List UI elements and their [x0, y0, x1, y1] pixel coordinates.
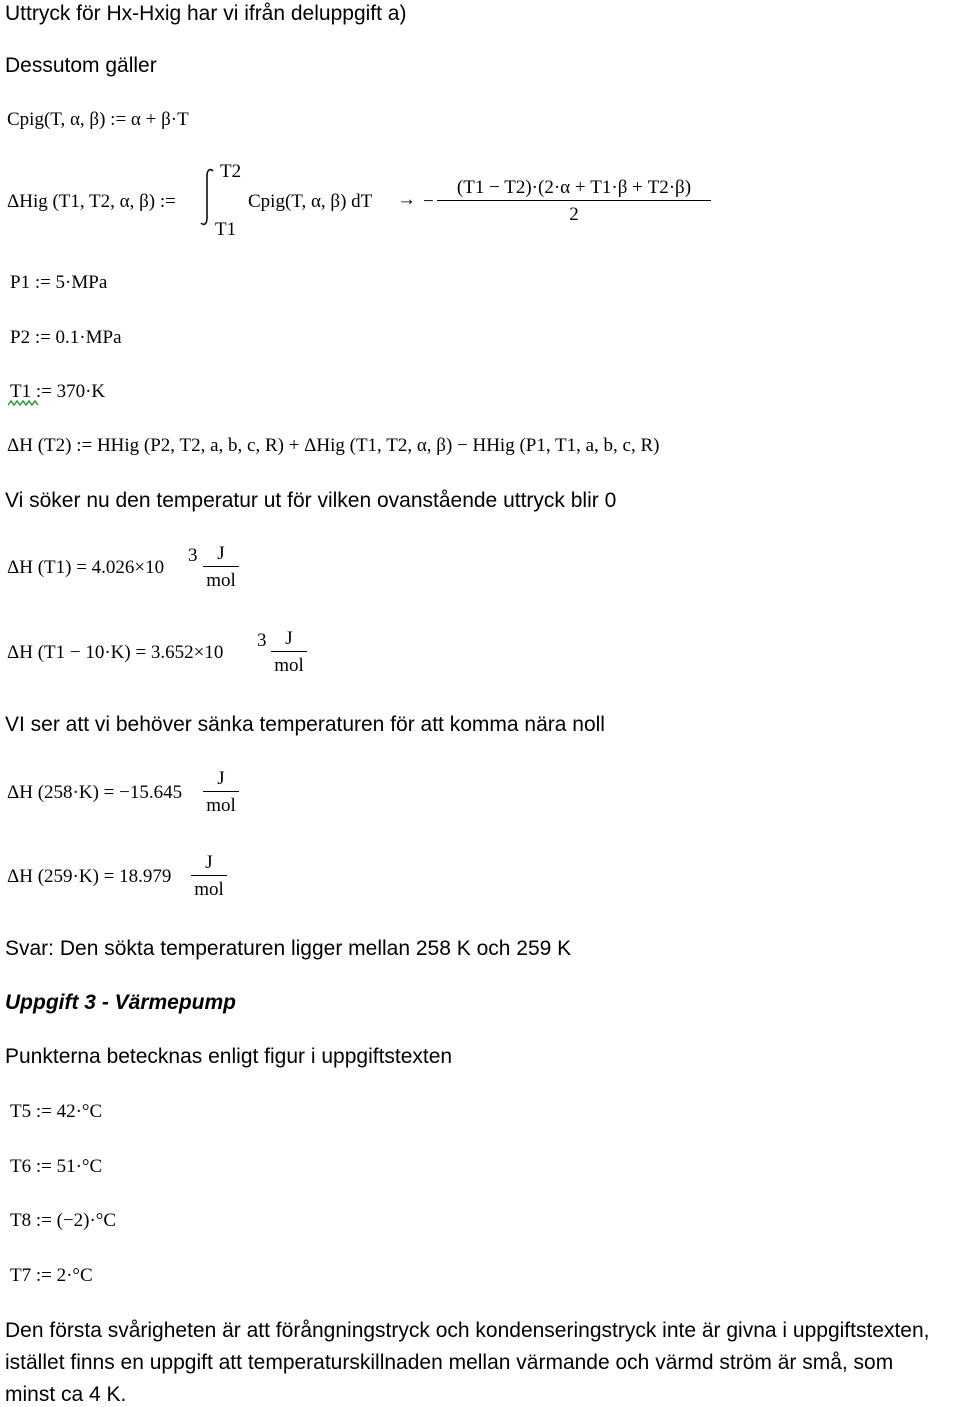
minus-sign: − — [423, 191, 434, 212]
t8-definition: T8 := (−2)·°C — [10, 1210, 117, 1231]
unit-denominator: mol — [274, 655, 304, 676]
search-text: Vi söker nu den temperatur ut för vilken ovanstående uttryck blir 0 — [5, 489, 617, 512]
dhig-result-denominator: 2 — [569, 204, 579, 225]
p1-definition: P1 := 5·MPa — [10, 272, 108, 293]
result-dh-t1-exponent: 3 — [188, 545, 198, 566]
lower-temp-text: VI ser att vi behöver sänka temperaturen för att komma nära noll — [5, 713, 605, 736]
intro-text: Uttryck för Hx-Hxig har vi ifrån deluppgift a) — [5, 2, 407, 25]
difficulty-text-line-1: Den första svårigheten är att förångningstryck och kondenseringstryck inte är givna i uppgiftstexten, — [5, 1319, 930, 1342]
unit-fraction-2 — [271, 629, 307, 675]
t7-definition: T7 := 2·°C — [10, 1265, 93, 1286]
result-dh-259: ΔH (259·K) = 18.979 — [7, 866, 172, 887]
p2-definition: P2 := 0.1·MPa — [10, 327, 122, 348]
spellcheck-squiggle-icon — [8, 400, 40, 407]
unit-numerator: J — [203, 544, 239, 567]
result-dh-t1: ΔH (T1) = 4.026×10 — [7, 557, 165, 578]
dessutom-text: Dessutom gäller — [5, 54, 157, 77]
dh-definition: ΔH (T2) := HHig (P2, T2, a, b, c, R) + ΔHig (T1, T2, α, β) − HHig (P1, T1, a, b, c, R) — [7, 435, 660, 456]
answer-text: Svar: Den sökta temperaturen ligger mellan 258 K och 259 K — [5, 937, 572, 960]
dhig-lhs: ΔHig (T1, T2, α, β) := — [7, 191, 176, 212]
t6-definition: T6 := 51·°C — [10, 1156, 103, 1177]
t5-definition: T5 := 42·°C — [10, 1101, 103, 1122]
points-text: Punkterna betecknas enligt figur i uppgiftstexten — [5, 1045, 453, 1068]
integral-sign-icon — [198, 168, 218, 226]
arrow-symbol: → — [397, 189, 416, 210]
result-dh-t1-minus-10-exponent: 3 — [257, 630, 267, 651]
unit-fraction-4 — [191, 853, 227, 899]
result-dh-t1-minus-10: ΔH (T1 − 10·K) = 3.652×10 — [7, 642, 224, 663]
cpig-definition: Cpig(T, α, β) := α + β·T — [7, 109, 189, 130]
t1-definition: T1 := 370·K — [10, 381, 106, 402]
difficulty-text-line-2: istället finns en uppgift att temperaturskillnaden mellan värmande och värmd ström är små, som — [5, 1351, 894, 1374]
difficulty-text-line-3: minst ca 4 K. — [5, 1383, 127, 1406]
unit-fraction-1 — [203, 544, 239, 590]
integral-upper-limit: T2 — [220, 161, 242, 182]
section-heading: Uppgift 3 - Värmepump — [5, 991, 237, 1014]
unit-denominator: mol — [194, 879, 224, 900]
unit-fraction-3 — [203, 769, 239, 815]
integral-body: Cpig(T, α, β) dT — [248, 191, 373, 212]
unit-numerator: J — [203, 769, 239, 792]
unit-numerator: J — [271, 629, 307, 652]
dhig-result-fraction — [437, 178, 711, 224]
integral-lower-limit: T1 — [215, 219, 237, 240]
dhig-result-numerator: (T1 − T2)·(2·α + T1·β + T2·β) — [437, 178, 711, 201]
unit-denominator: mol — [206, 570, 236, 591]
result-dh-258: ΔH (258·K) = −15.645 — [7, 782, 183, 803]
unit-numerator: J — [191, 853, 227, 876]
unit-denominator: mol — [206, 795, 236, 816]
